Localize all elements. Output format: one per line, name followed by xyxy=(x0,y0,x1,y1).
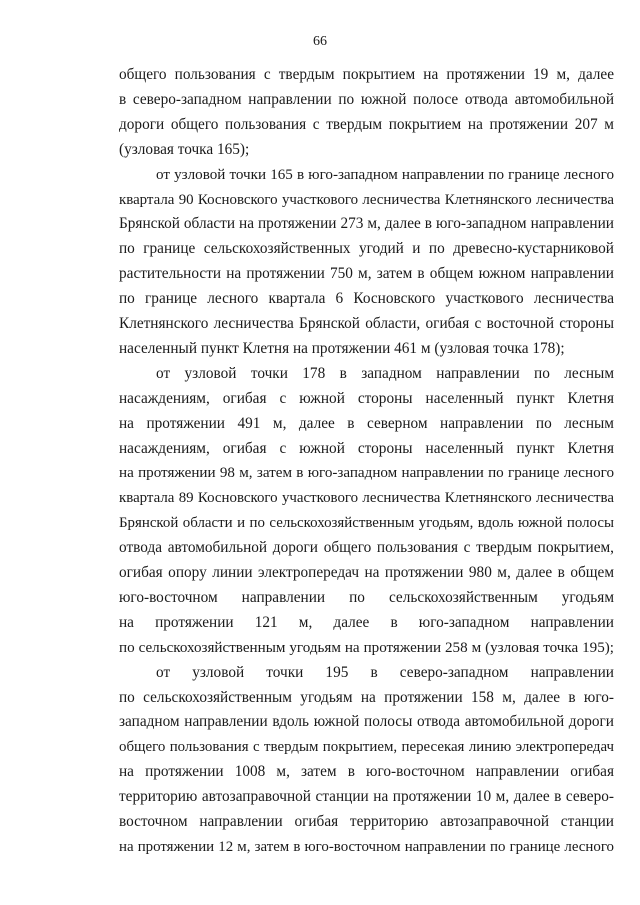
text-line: дороги общего пользования с твердым покрытием на протяжении 207 м xyxy=(119,116,614,133)
text-line: растительности на протяжении 750 м, затем в общем южном направлении xyxy=(119,265,614,282)
text-line: на протяжении 98 м, затем в юго-западном направлении по границе лесного xyxy=(119,465,614,481)
page-number: 66 xyxy=(313,34,327,49)
text-line: огибая опору линии электропередач на протяжении 980 м, далее в общем xyxy=(119,564,614,581)
text-line: квартала 90 Косновского участкового лесничества Клетнянского лесничества xyxy=(119,192,614,208)
text-line: на протяжении 491 м, далее в северном направлении по лесным xyxy=(119,415,614,432)
text-line: восточном направлении огибая территорию автозаправочной станции xyxy=(119,813,614,830)
text-line: населенный пункт Клетня на протяжении 461 м (узловая точка 178); xyxy=(119,340,565,357)
text-line: по границе лесного квартала 6 Косновского участкового лесничества xyxy=(119,290,614,307)
text-line: насаждениям, огибая с южной стороны населенный пункт Клетня xyxy=(119,390,614,407)
text-line: по границе сельскохозяйственных угодий и по древесно-кустарниковой xyxy=(119,240,614,257)
text-line: западном направлении вдоль южной полосы отвода автомобильной дороги xyxy=(119,713,614,730)
text-line: территорию автозаправочной станции на протяжении 10 м, далее в северо- xyxy=(119,788,614,805)
text-line: Клетнянского лесничества Брянской области, огибая с восточной стороны xyxy=(119,315,614,332)
text-line: юго-восточном направлении по сельскохозяйственным угодьям xyxy=(119,589,614,606)
text-line: Брянской области на протяжении 273 м, далее в юго-западном направлении xyxy=(119,215,614,232)
text-line: насаждениям, огибая с южной стороны населенный пункт Клетня xyxy=(119,440,614,457)
text-line: от узловой точки 165 в юго-западном направлении по границе лесного xyxy=(156,167,614,183)
text-line: общего пользования с твердым покрытием на протяжении 19 м, далее xyxy=(119,66,614,83)
text-line: от узловой точки 195 в северо-западном направлении xyxy=(156,664,614,681)
text-line: (узловая точка 165); xyxy=(119,141,250,158)
text-line: от узловой точки 178 в западном направлении по лесным xyxy=(156,365,614,382)
text-line: на протяжении 121 м, далее в юго-западном направлении xyxy=(119,614,614,631)
text-line: на протяжении 12 м, затем в юго-восточном направлении по границе лесного xyxy=(119,839,614,855)
text-line: отвода автомобильной дороги общего пользования с твердым покрытием, xyxy=(119,539,614,556)
text-line: Брянской области и по сельскохозяйственным угодьям, вдоль южной полосы xyxy=(119,515,614,531)
text-line: в северо-западном направлении по южной полосе отвода автомобильной xyxy=(119,91,614,108)
text-line: на протяжении 1008 м, затем в юго-восточном направлении огибая xyxy=(119,763,614,780)
text-line: общего пользования с твердым покрытием, пересекая линию электропередач xyxy=(119,739,614,755)
text-line: по сельскохозяйственным угодьям на протяжении 158 м, далее в юго- xyxy=(119,689,614,706)
text-line: по сельскохозяйственным угодьям на протяжении 258 м (узловая точка 195); xyxy=(119,640,614,656)
text-line: квартала 89 Косновского участкового лесничества Клетнянского лесничества xyxy=(119,490,614,506)
